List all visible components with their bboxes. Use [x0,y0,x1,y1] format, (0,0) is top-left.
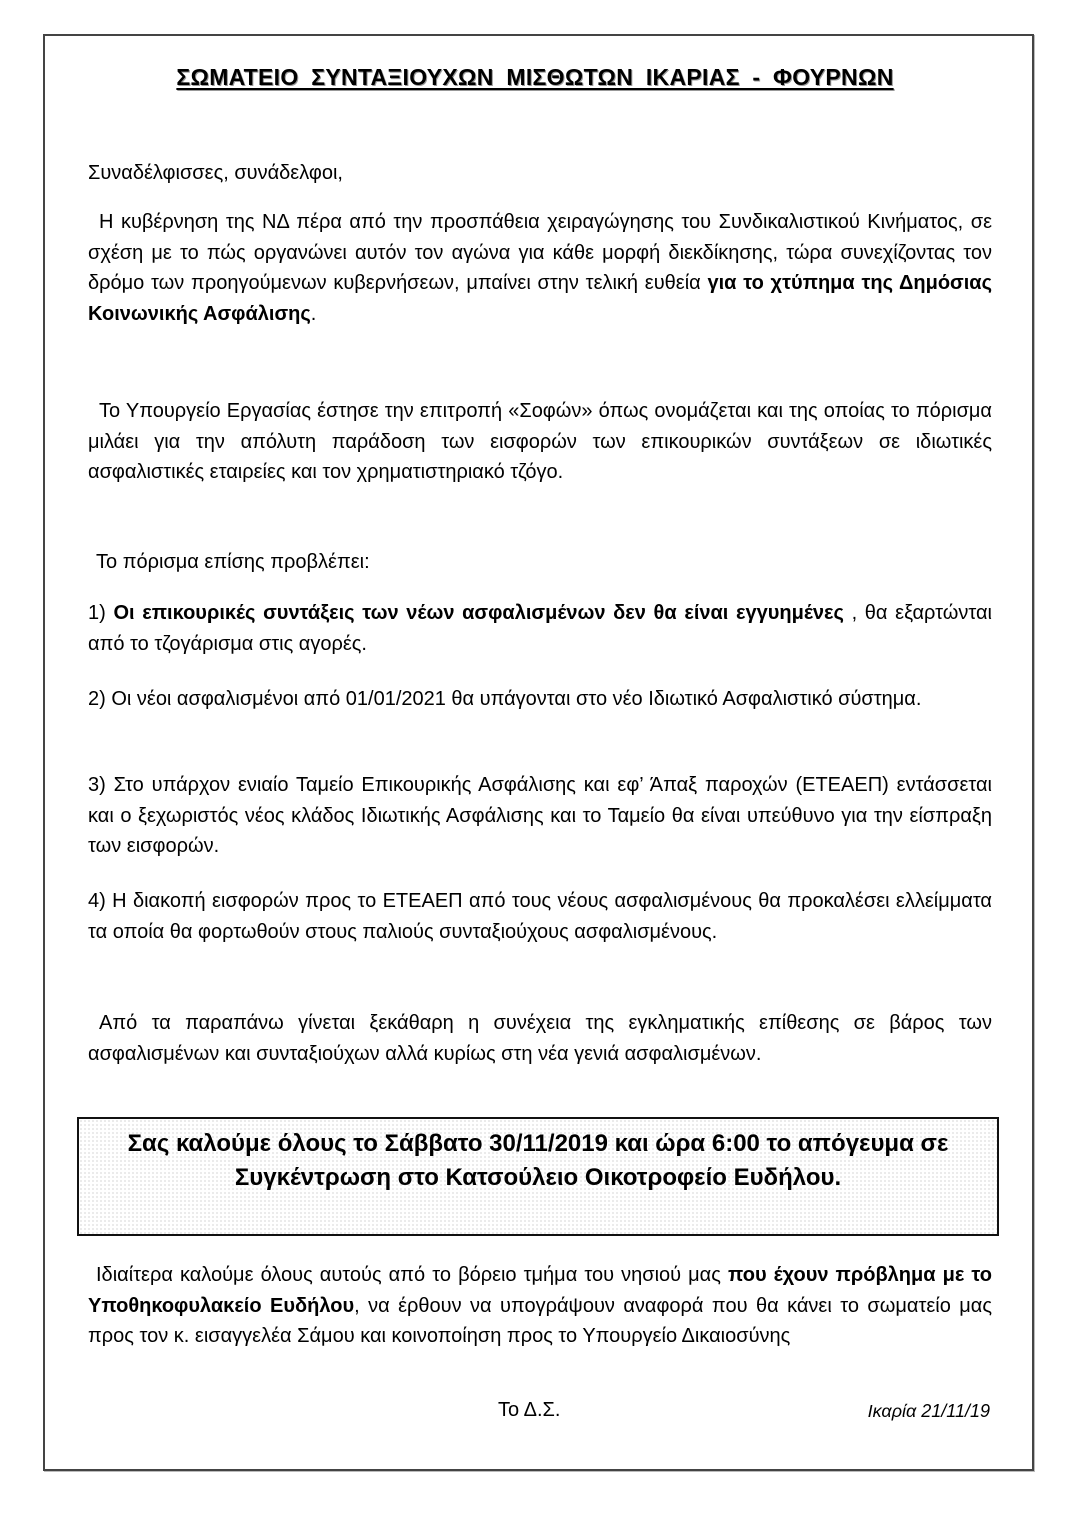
paragraph-4 [88,1008,992,1069]
document-title: ΣΩΜΑΤΕΙΟ ΣΥΝΤΑΞΙΟΥΧΩΝ ΜΙΣΘΩΤΩΝ ΙΚΑΡΙΑΣ - ΦΟΥΡΝΩΝ [176,64,894,90]
list-item-2 [88,684,992,715]
paragraph-1-bold: για το χτύπημα της Δημόσιας Κοινωνικής Ασφάλισης [88,272,992,325]
list-item-1-number: 1) [88,602,114,624]
paragraph-5-bold: που έχουν πρόβλημα με το Υποθηκοφυλακείο Ευδήλου [88,1264,992,1317]
paragraph-5 [88,1260,992,1352]
paragraph-1-text: Η κυβέρνηση της ΝΔ πέρα από την προσπάθεια χειραγώγησης του Συνδικαλιστικού Κινήματος, σε σχέση με το πώς οργανώνει αυτόν τον αγώνα για κάθε μορφή διεκδίκησης, τώρα συνεχίζοντας τον δρόμο των προηγούμενων κυβερνήσεων, μπαίνει στην τελική ευθεία [88,211,992,294]
paragraph-2 [88,396,992,488]
list-item-3 [88,770,992,862]
paragraph-5-end: , να έρθουν να υπογράψουν αναφορά που θα κάνει το σωματείο μας προς τον κ. εισαγγελέα Σάμου και κοινοποίηση προς το Υπουργείο Δικαιοσύνης [88,1294,992,1347]
greeting [88,158,992,189]
list-item-1 [88,598,992,659]
list-item-1-bold: Οι επικουρικές συντάξεις των νέων ασφαλισμένων δεν θα είναι εγγυημένες [113,602,844,624]
place-date: Ικαρία 21/11/19 [867,1401,990,1421]
greeting-text: Συναδέλφισσες, συνάδελφοι, [88,162,343,184]
meeting-notice-text: Σας καλούμε όλους το Σάββατο 30/11/2019 και ώρα 6:00 το απόγευμα σε Συγκέντρωση στο Κατσούλειο Οικοτροφείο Ευδήλου. [127,1130,949,1191]
list-item-3-text: 3) Στο υπάρχον ενιαίο Ταμείο Επικουρικής Ασφάλισης και εφ’ Άπαξ παροχών (ΕΤΕΑΕΠ) εντάσσεται και ο ξεχωριστός νέος κλάδος Ιδιωτικής Ασφάλισης και το Ταμείο θα είναι υπεύθυνο για την είσπραξη των εισφορών. [88,774,992,857]
paragraph-3 [88,547,992,578]
list-item-1-rest: , θα εξαρτώνται από το τζογάρισμα στις αγορές. [88,602,992,655]
meeting-notice-box [77,1117,999,1236]
list-item-2-text: 2) Οι νέοι ασφαλισμένοι από 01/01/2021 θα υπάγονται στο νέο Ιδιωτικό Ασφαλιστικό σύστημα. [88,688,922,710]
paragraph-3-text: Το πόρισμα επίσης προβλέπει: [96,551,370,573]
paragraph-1-end: . [310,302,317,325]
paragraph-2-text: Το Υπουργείο Εργασίας έστησε την επιτροπή «Σοφών» όπως ονομάζεται και της οποίας το πόρισμα μιλάει για την απόλυτη παράδοση των εισφορών των επικουρικών συντάξεων σε ιδιωτικές ασφαλιστικές εταιρείες και τον χρηματιστηριακό τζόγο. [88,400,992,483]
paragraph-5-start: Ιδιαίτερα καλούμε όλους αυτούς από το βόρειο τμήμα του νησιού μας [96,1264,728,1286]
signature: Το Δ.Σ. [498,1399,561,1421]
paragraph-4-text: Από τα παραπάνω γίνεται ξεκάθαρη η συνέχεια της εγκληματικής επίθεσης σε βάρος των ασφαλισμένων και συνταξιούχων αλλά κυρίως στη νέα γενιά ασφαλισμένων. [88,1012,992,1065]
list-item-4-text: 4) Η διακοπή εισφορών προς το ΕΤΕΑΕΠ από τους νέους ασφαλισμένους θα προκαλέσει ελλείμματα τα οποία θα φορτωθούν στους παλιούς συνταξιούχους ασφαλισμένους. [88,890,992,943]
paragraph-1 [88,207,992,329]
list-item-4 [88,886,992,947]
